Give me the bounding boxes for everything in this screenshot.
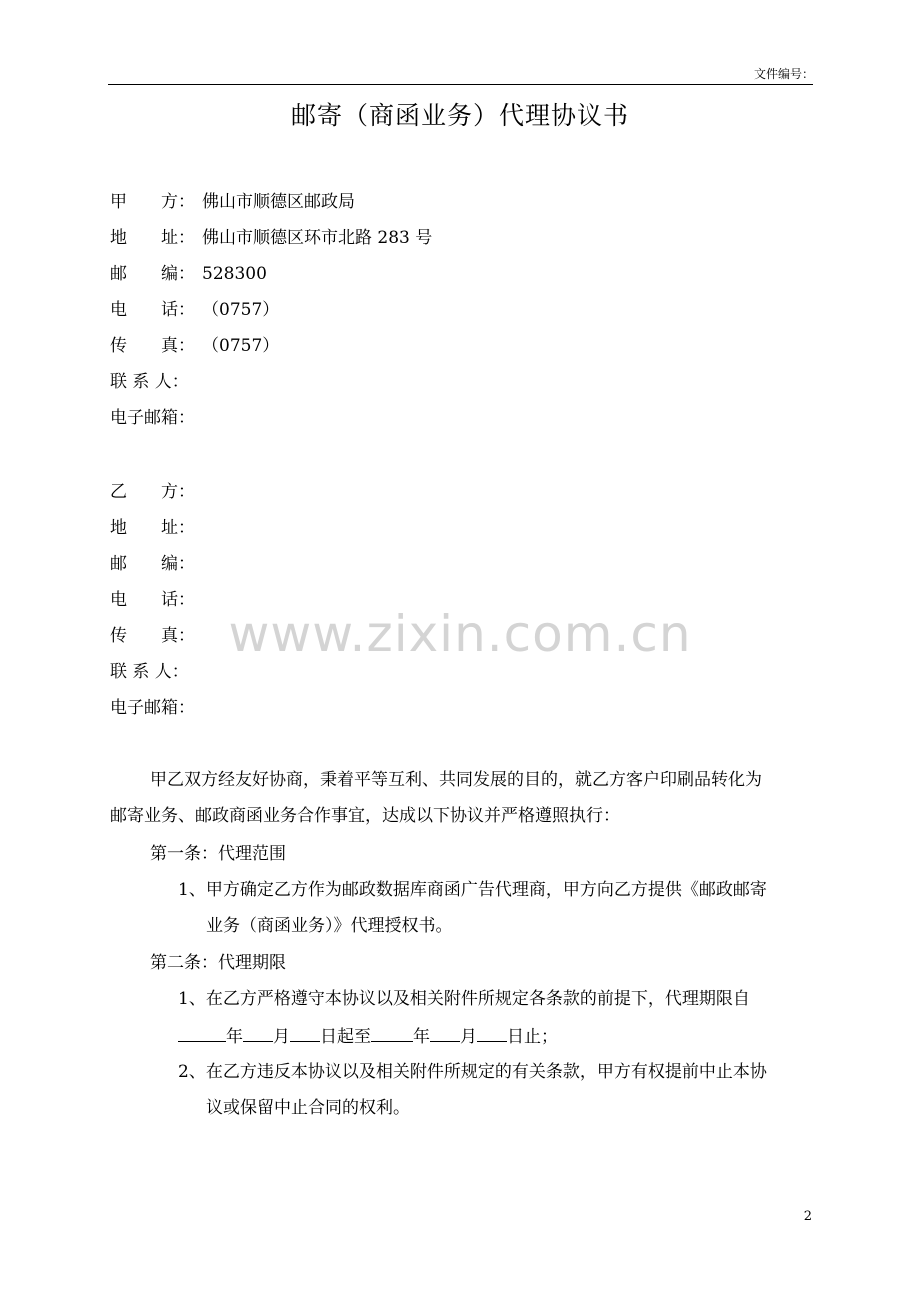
party-b-address-row (110, 517, 202, 539)
field-label: 电子邮箱： (110, 698, 195, 718)
field-label: 邮 编： (110, 264, 195, 284)
field-label: 地 址： (110, 228, 195, 248)
header-rule (108, 84, 813, 85)
blank-line (290, 1023, 320, 1042)
doc-number-label: 文件编号： (753, 67, 814, 81)
blank-line (243, 1023, 273, 1042)
field-label: 乙 方： (110, 482, 195, 502)
party-b-contact-row (110, 661, 202, 683)
date-unit: 年 (226, 1027, 243, 1047)
blank-line (430, 1023, 460, 1042)
party-b-name-row (110, 481, 202, 503)
field-value: 佛山市顺德区邮政局 (202, 192, 355, 212)
field-label: 电 话： (110, 300, 195, 320)
field-label: 传 真： (110, 626, 195, 646)
article-2-heading: 第二条：代理期限 (150, 953, 286, 973)
article-1-item-1-line: 1、甲方确定乙方作为邮政数据库商函广告代理商，甲方向乙方提供《邮政邮寄 (178, 880, 767, 900)
field-label: 地 址： (110, 518, 195, 538)
article-2-item-1-line: 1、在乙方严格遵守本协议以及相关附件所规定各条款的前提下，代理期限自 (178, 989, 750, 1009)
field-label: 联 系 人： (110, 372, 189, 392)
party-a-name-row (110, 191, 355, 213)
field-value: 佛山市顺德区环市北路 283 号 (202, 228, 433, 248)
party-b-fax-row (110, 625, 202, 647)
party-a-email-row (110, 407, 202, 429)
party-b-postcode-row (110, 553, 202, 575)
article-2-item-2-line: 议或保留中止合同的权利。 (206, 1098, 410, 1118)
intro-paragraph-line: 甲乙双方经友好协商，秉着平等互利、共同发展的目的，就乙方客户印刷品转化为 (150, 770, 762, 790)
blank-line (477, 1023, 507, 1042)
party-b-phone-row (110, 589, 202, 611)
page-number: 2 (803, 1209, 812, 1224)
date-unit: 月 (460, 1027, 477, 1047)
blank-line (178, 1023, 226, 1042)
field-label: 邮 编： (110, 554, 195, 574)
watermark: www.zixin.com.cn (228, 605, 692, 663)
field-label: 电子邮箱： (110, 408, 195, 428)
article-1-heading: 第一条：代理范围 (150, 844, 286, 864)
date-unit: 日止； (507, 1027, 558, 1047)
field-value: （0757） (202, 300, 280, 320)
party-a-fax-row (110, 335, 279, 357)
agreement-period-blanks (178, 1023, 558, 1047)
field-value: （0757） (202, 336, 280, 356)
date-unit: 月 (273, 1027, 290, 1047)
page-title: 邮寄（商函业务）代理协议书 (290, 101, 629, 130)
field-label: 甲 方： (110, 192, 195, 212)
party-b-email-row (110, 697, 202, 719)
blank-line (371, 1023, 413, 1042)
date-unit: 日起至 (320, 1027, 371, 1047)
field-label: 联 系 人： (110, 662, 189, 682)
field-label: 电 话： (110, 590, 195, 610)
party-a-contact-row (110, 371, 202, 393)
date-unit: 年 (413, 1027, 430, 1047)
field-label: 传 真： (110, 336, 195, 356)
article-2-item-2-line: 2、在乙方违反本协议以及相关附件所规定的有关条款，甲方有权提前中止本协 (178, 1062, 767, 1082)
article-1-item-1-line: 业务（商函业务）》代理授权书。 (206, 916, 453, 936)
party-a-postcode-row (110, 263, 267, 285)
party-a-address-row (110, 227, 432, 249)
party-a-phone-row (110, 299, 279, 321)
field-value: 528300 (202, 264, 267, 284)
intro-paragraph-line: 邮寄业务、邮政商函业务合作事宜，达成以下协议并严格遵照执行： (110, 806, 620, 826)
